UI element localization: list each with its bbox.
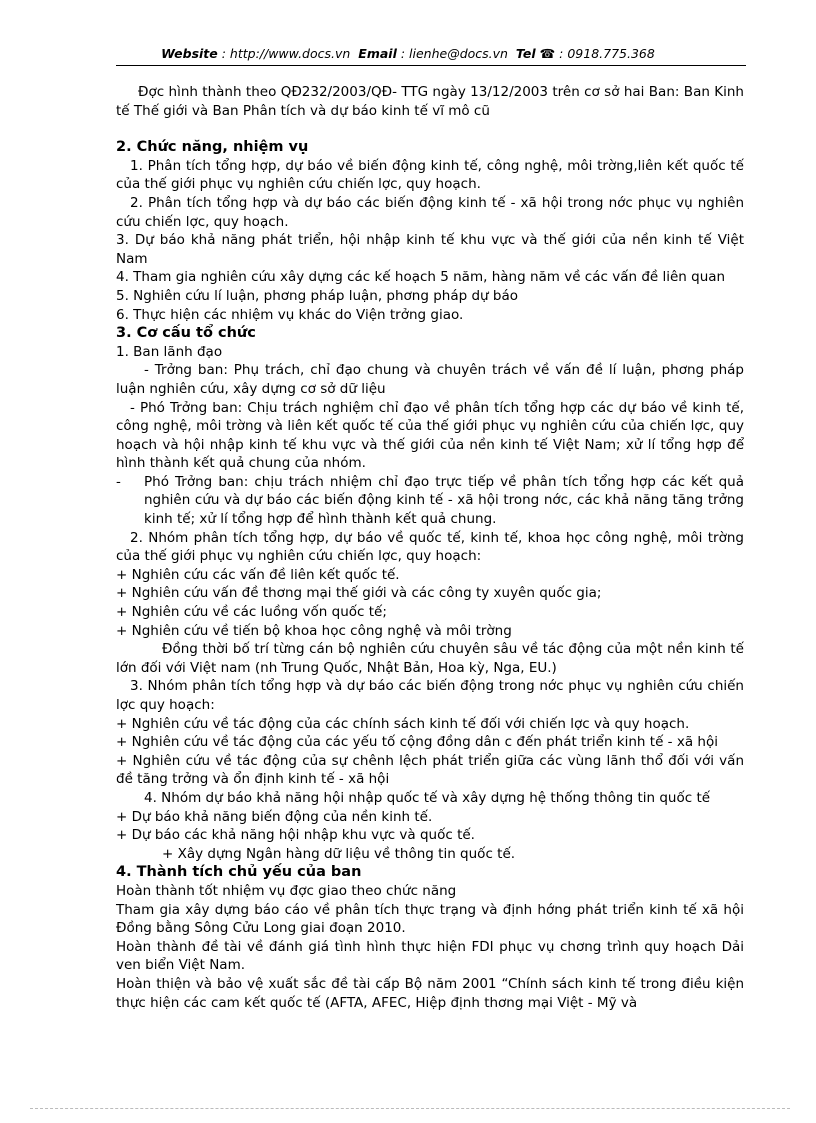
list-item: + Nghiên cứu về tác động của các yếu tố cộng đồng dân c đến phát triển kinh tế - xã hội: [116, 734, 718, 751]
list-item: + Nghiên cứu các vấn đề liên kết quốc tế.: [116, 566, 400, 583]
list-item: + Nghiên cứu vấn đề thơng mại thế giới và các công ty xuyên quốc gia;: [116, 585, 602, 602]
dash-marker: -: [116, 473, 121, 490]
paragraph: - Trởng ban: Phụ trách, chỉ đạo chung và chuyên trách về vấn đề lí luận, phơng pháp luận nghiên cứu, xây dựng cơ sở dữ liệu: [116, 362, 744, 397]
page-header: [0, 46, 816, 61]
paragraph: Phó Trởng ban: chịu trách nhiệm chỉ đạo trực tiếp về phân tích tổng hợp các kết quả nghiên cứu và dự báo các biến động kinh tế - xã hội trong nớc, các khả năng tăng trởng kinh tế; xử lí tổng hợp để hình thành kết quả chung.: [144, 473, 744, 528]
intro-paragraph: Đợc hình thành theo QĐ232/2003/QĐ- TTG ngày 13/12/2003 trên cơ sở hai Ban: Ban Kinh tế Thế giới và Ban Phân tích và dự báo kinh tế vĩ mô cũ: [116, 84, 744, 119]
header-divider: [116, 65, 746, 66]
paragraph: 5. Nghiên cứu lí luận, phơng pháp luận, phơng pháp dự báo: [116, 287, 518, 304]
paragraph: 2. Phân tích tổng hợp và dự báo các biến động kinh tế - xã hội trong nớc phục vụ nghiên cứu chiến lợc, quy hoạch.: [116, 194, 744, 230]
list-item: + Nghiên cứu về tác động của các chính sách kinh tế đối với chiến lợc và quy hoạch.: [116, 715, 690, 732]
paragraph: 6. Thực hiện các nhiệm vụ khác do Viện trởng giao.: [116, 306, 464, 323]
paragraph: Hoàn thành tốt nhiệm vụ đợc giao theo chức năng: [116, 882, 457, 899]
list-item: + Nghiên cứu về các luồng vốn quốc tế;: [116, 604, 387, 621]
email-label: Email: [358, 46, 397, 61]
paragraph: 3. Dự báo khả năng phát triển, hội nhập kinh tế khu vực và thế giới của nền kinh tế Việt Nam: [116, 232, 744, 267]
section-heading-functions: 2. Chức năng, nhiệm vụ: [116, 139, 309, 156]
list-item: + Dự báo các khả năng hội nhập khu vực và quốc tế.: [116, 827, 475, 844]
website-label: Website: [161, 46, 218, 61]
paragraph: Hoàn thiện và bảo vệ xuất sắc đề tài cấp Bộ năm 2001 “Chính sách kinh tế trong điều kiện thực hiện các cam kết quốc tế (AFTA, AFEC, Hiệp định thơng mại Việt - Mỹ và: [116, 975, 744, 1011]
paragraph: 4. Tham gia nghiên cứu xây dựng các kế hoạch 5 năm, hàng năm về các vấn đề liên quan: [116, 269, 726, 286]
website-value[interactable]: : http://www.docs.vn: [221, 46, 351, 61]
section-heading-structure: 3. Cơ cấu tổ chức: [116, 325, 256, 342]
paragraph: 4. Nhóm dự báo khả năng hội nhập quốc tế và xây dựng hệ thống thông tin quốc tế: [144, 789, 711, 806]
tel-value: : 0918.775.368: [559, 46, 655, 61]
section-heading-achievements: 4. Thành tích chủ yếu của ban: [116, 864, 362, 881]
list-item: + Nghiên cứu về tác động của sự chênh lệch phát triển giữa các vùng lãnh thổ đối với vấn đề tăng trởng và ổn định kinh tế - xã hội: [116, 752, 744, 788]
paragraph: 1. Phân tích tổng hợp, dự báo về biến động kinh tế, công nghệ, môi trờng,liên kết quốc tế của thế giới phục vụ nghiên cứu chiến lợc, quy hoạch.: [116, 157, 744, 193]
paragraph: 3. Nhóm phân tích tổng hợp và dự báo các biến động trong nớc phục vụ nghiên cứu chiến lợc quy hoạch:: [116, 678, 744, 713]
paragraph: - Phó Trởng ban: Chịu trách nghiệm chỉ đạo về phân tích tổng hợp các dự báo về kinh tế, công nghệ, môi trờng và liên kết quốc tế của thế giới phục vụ nghiên cứu của chiến lợc, quy hoạch và hội nhập kinh tế khu vực và thế giới của nền kinh tế Việt Nam; xử lí tổng hợp để hình thành kết quả chung của nhóm.: [116, 399, 744, 472]
document-body: [116, 83, 744, 1012]
email-value[interactable]: : lienhe@docs.vn: [400, 46, 508, 61]
spacer: [116, 120, 744, 138]
paragraph: Hoàn thành đề tài về đánh giá tình hình thực hiện FDI phục vụ chơng trình quy hoạch Dải ven biển Việt Nam.: [116, 938, 744, 974]
tel-label: Tel: [515, 46, 536, 61]
paragraph: 1. Ban lãnh đạo: [116, 343, 223, 360]
paragraph: 2. Nhóm phân tích tổng hợp, dự báo về quốc tế, kinh tế, khoa học công nghệ, môi trờng của thế giới phục vụ nghiên cứu chiến lợc, quy hoạch:: [116, 529, 744, 565]
list-item: + Nghiên cứu về tiến bộ khoa học công nghệ và môi trờng: [116, 622, 512, 639]
dash-list-item: [116, 473, 744, 529]
phone-icon: ☎: [539, 46, 556, 61]
page-bottom-divider: [30, 1108, 790, 1109]
list-item: + Xây dựng Ngân hàng dữ liệu về thông tin quốc tế.: [162, 845, 516, 862]
list-item: + Dự báo khả năng biến động của nền kinh tế.: [116, 808, 433, 825]
paragraph: Đồng thời bố trí từng cán bộ nghiên cứu chuyên sâu về tác động của một nền kinh tế lớn đối với Việt nam (nh Trung Quốc, Nhật Bản, Hoa kỳ, Nga, EU.): [116, 641, 744, 676]
paragraph: Tham gia xây dựng báo cáo về phân tích thực trạng và định hớng phát triển kinh tế xã hội Đồng bằng Sông Cửu Long giai đoạn 2010.: [116, 901, 744, 937]
